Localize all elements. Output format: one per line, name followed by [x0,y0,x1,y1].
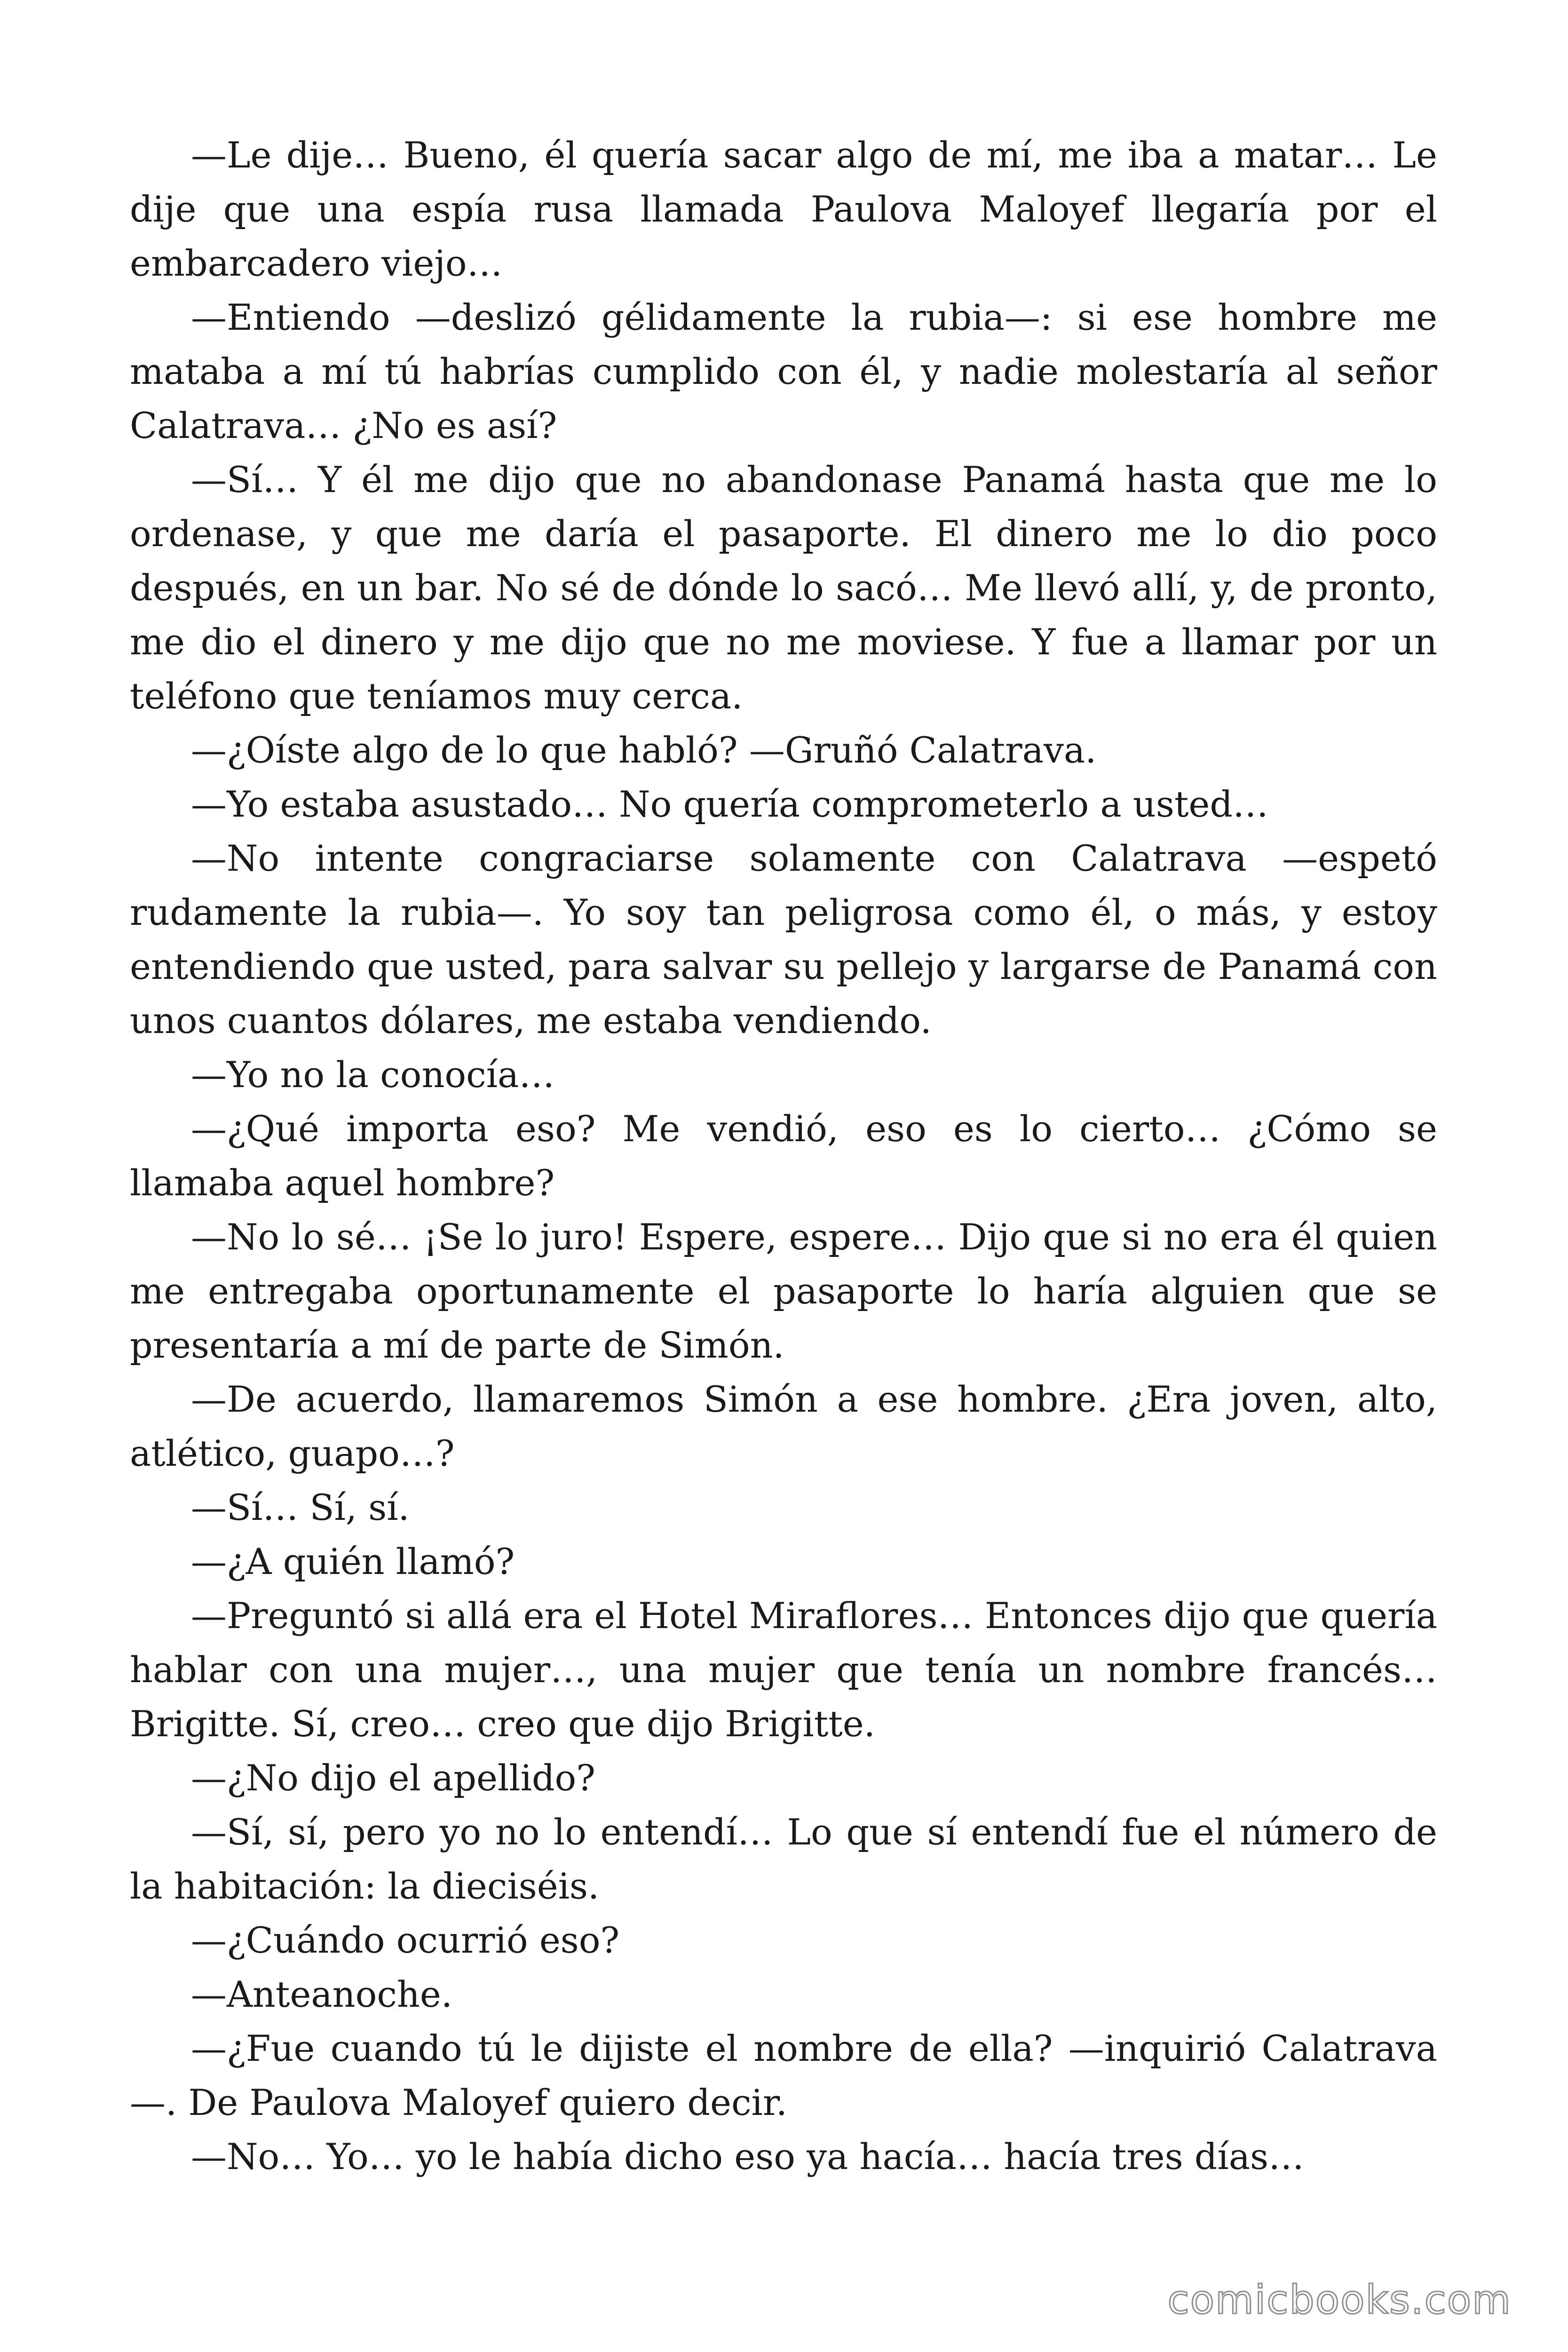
watermark: comicbooks.com [1167,2277,1512,2323]
paragraph: —¿A quién llamó? [191,1541,515,1582]
paragraph: —Sí… Y él me dijo que no abandonase Panamá hasta que me lo ordenase, y que me daría el pasaporte. El dinero me lo dio poco después, en un bar. No sé de dónde lo sacó… Me llevó allí, y, de pronto, me dio el dinero y me dijo que no me moviese. Y fue a llamar por un teléfono que teníamos muy cerca. [130,459,1437,717]
paragraph: —De acuerdo, llamaremos Simón a ese hombre. ¿Era joven, alto, atlético, guapo…? [130,1378,1437,1474]
paragraph: —¿Fue cuando tú le dijiste el nombre de ella? —inquirió Calatrava—. De Paulova Maloyef quiero decir. [130,2027,1437,2123]
paragraph: —No lo sé… ¡Se lo juro! Espere, espere… Dijo que si no era él quien me entregaba oportunamente el pasaporte lo haría alguien que se presentaría a mí de parte de Simón. [130,1216,1437,1366]
paragraph: —Sí… Sí, sí. [191,1486,410,1528]
paragraph: —Sí, sí, pero yo no lo entendí… Lo que sí entendí fue el número de la habitación: la dieciséis. [130,1811,1437,1907]
paragraph: —¿Qué importa eso? Me vendió, eso es lo cierto… ¿Cómo se llamaba aquel hombre? [130,1108,1437,1204]
paragraph: —Yo estaba asustado… No quería comprometerlo a usted… [191,783,1269,825]
paragraph: —No intente congraciarse solamente con Calatrava —espetó rudamente la rubia—. Yo soy tan peligrosa como él, o más, y estoy entendiendo que usted, para salvar su pellejo y largarse de Panamá con unos cuantos dólares, me estaba vendiendo. [130,837,1437,1041]
paragraph: —¿No dijo el apellido? [191,1757,596,1799]
page-text [130,128,1437,2198]
paragraph: —Le dije… Bueno, él quería sacar algo de mí, me iba a matar… Le dije que una espía rusa llamada Paulova Maloyef llegaría por el embarcadero viejo… [130,134,1437,284]
paragraph: —Anteanoche. [191,1973,453,2015]
paragraph: —No… Yo… yo le había dicho eso ya hacía… hacía tres días… [191,2136,1305,2177]
paragraph: —Preguntó si allá era el Hotel Miraflores… Entonces dijo que quería hablar con una mujer…, una mujer que tenía un nombre francés… Brigitte. Sí, creo… creo que dijo Brigitte. [130,1595,1437,1745]
paragraph: —Entiendo —deslizó gélidamente la rubia—: si ese hombre me mataba a mí tú habrías cumplido con él, y nadie molestaría al señor Calatrava… ¿No es así? [130,296,1437,446]
paragraph: —¿Cuándo ocurrió eso? [191,1919,620,1961]
paragraph: —¿Oíste algo de lo que habló? —Gruñó Calatrava. [191,729,1097,771]
paragraph: —Yo no la conocía… [191,1054,555,1096]
